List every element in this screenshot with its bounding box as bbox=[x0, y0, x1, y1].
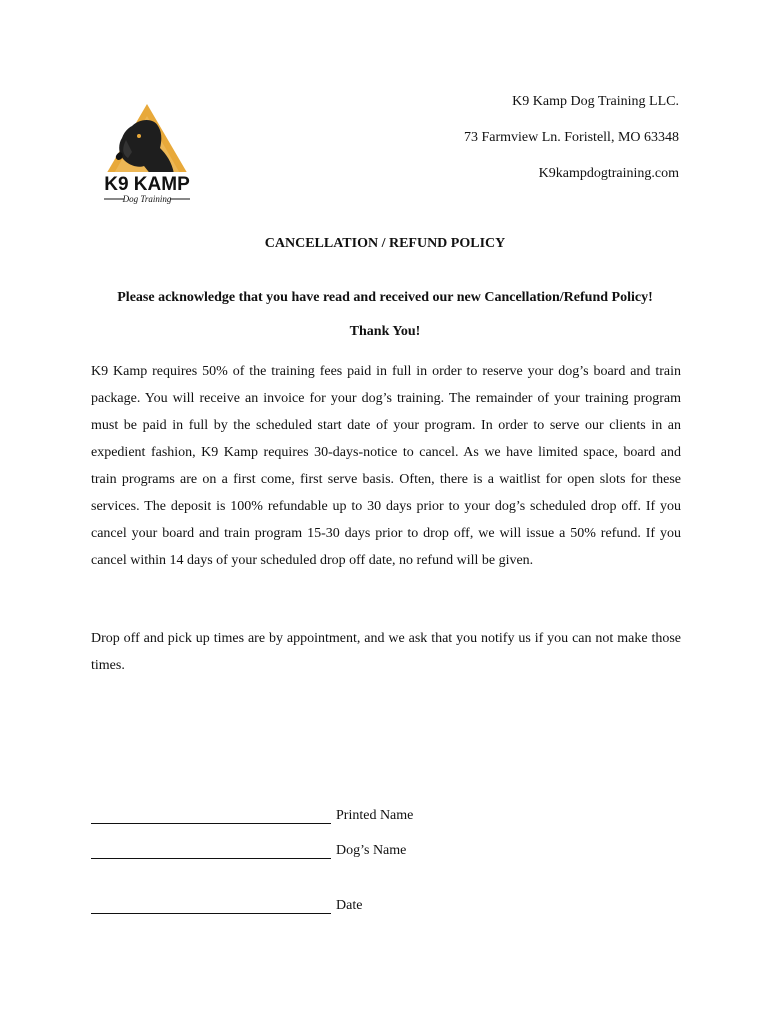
policy-title: CANCELLATION / REFUND POLICY bbox=[264, 236, 506, 251]
dog-triangle-logo-icon bbox=[92, 96, 202, 208]
company-info bbox=[359, 92, 679, 200]
company-address: 73 Farmview Ln. Foristell, MO 63348 bbox=[463, 130, 679, 145]
company-name: K9 Kamp Dog Training LLC. bbox=[512, 94, 679, 109]
printed-name-line[interactable] bbox=[91, 808, 413, 824]
policy-paragraph-2: Drop off and pick up times are by appointment, and we ask that you notify us if you can not make those times. bbox=[91, 631, 681, 673]
date-line[interactable] bbox=[91, 898, 362, 914]
dogs-name-line[interactable] bbox=[91, 843, 406, 859]
printed-name-field[interactable] bbox=[91, 809, 331, 824]
company-logo bbox=[92, 96, 202, 208]
thank-you-text: Thank You! bbox=[349, 324, 421, 339]
date-field[interactable] bbox=[91, 899, 331, 914]
acknowledge-text: Please acknowledge that you have read and received our new Cancellation/Refund Policy! bbox=[117, 290, 653, 305]
logo-sub-text: Dog Training bbox=[122, 194, 172, 204]
policy-paragraph-1: K9 Kamp requires 50% of the training fees paid in full in order to reserve your dog’s board and train package. You will receive an invoice for your dog’s training. The remainder of your training program must be paid in full by the scheduled start date of your program. In order to serve our clients in an expedient fashion, K9 Kamp requires 30-days-notice to cancel. As we have limited space, board and train programs are on a first come, first serve basis. Often, there is a waitlist for open slots for these services. The deposit is 100% refundable up to 30 days prior to your dog’s scheduled drop off. If you cancel your board and train program 15-30 days prior to drop off, we will issue a 50% refund. If you cancel within 14 days of your scheduled drop off date, no refund will be given. bbox=[91, 364, 681, 568]
company-website: K9kampdogtraining.com bbox=[538, 166, 679, 181]
date-label: Date bbox=[336, 898, 363, 913]
printed-name-label: Printed Name bbox=[336, 808, 414, 823]
dogs-name-field[interactable] bbox=[91, 844, 331, 859]
logo-brand-text: K9 KAMP bbox=[104, 174, 190, 195]
dogs-name-label: Dog’s Name bbox=[336, 843, 407, 858]
